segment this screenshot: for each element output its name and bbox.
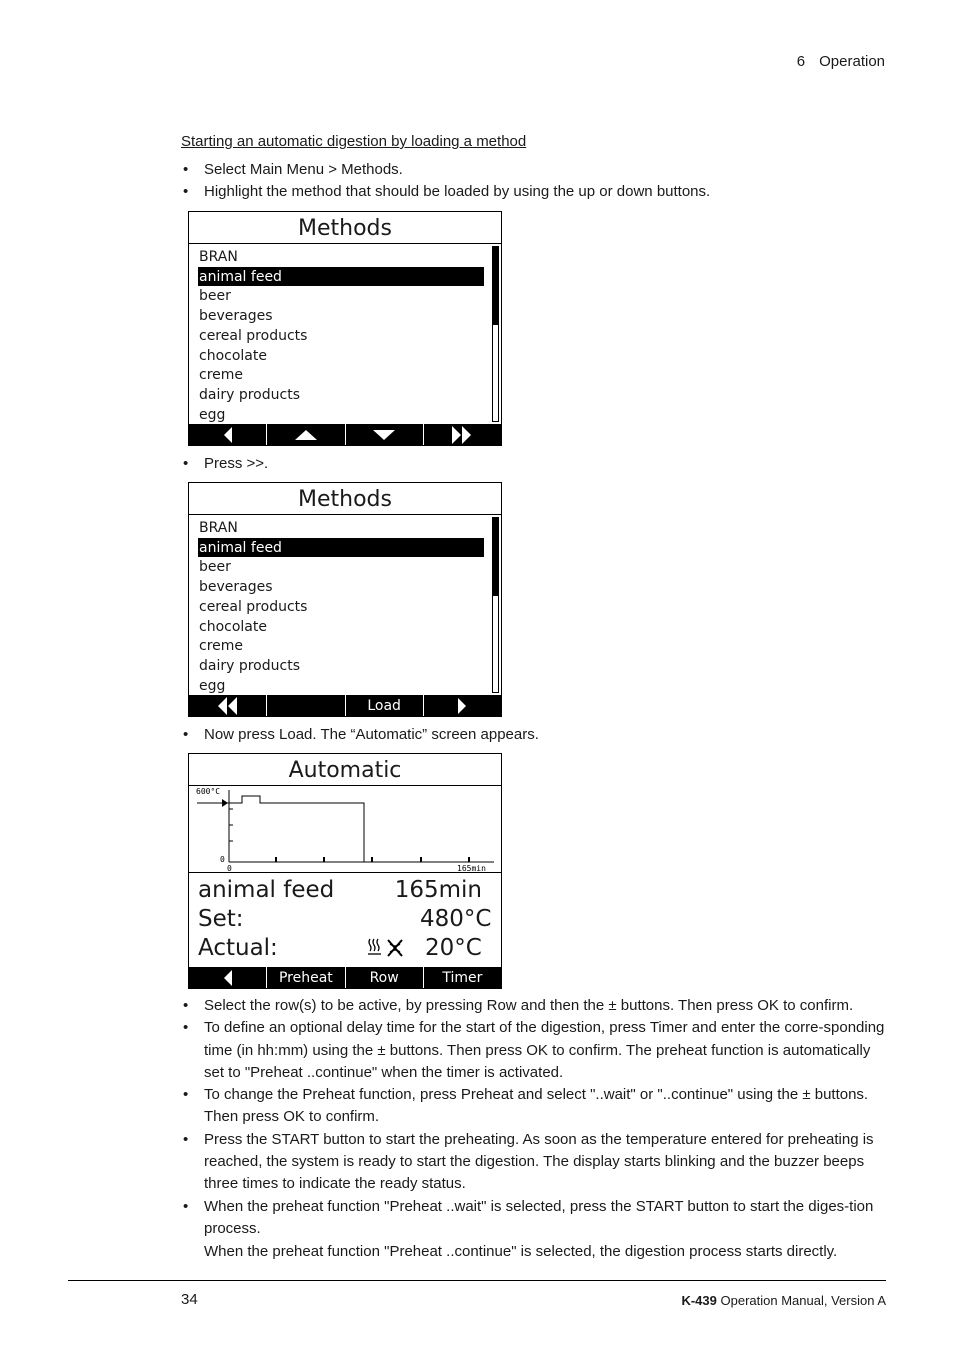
actual-value: 20°C [425,935,482,961]
screen-title: Methods [189,483,501,515]
automatic-screen [188,753,502,989]
temperature-profile-line [229,796,364,862]
method-item[interactable]: beverages [199,579,273,596]
set-temperature-row [198,904,494,934]
timer-button[interactable]: Timer [423,967,501,988]
chapter-number: 6 [796,53,806,70]
list-item: • Press the START button to start the preheating. As soon as the temperature entered for preheating is reached, the system is ready to start the digestion. The display starts blinking and the buzzer beeps three times to indicate the ready status. [181,1129,891,1196]
method-item[interactable]: chocolate [199,347,267,364]
list-item-continuation: When the preheat function "Preheat ..continue" is selected, the digestion process starts directly. [204,1243,838,1260]
y-max-label: 600°C [196,787,221,796]
document-footer [681,1293,886,1308]
method-item-selected[interactable]: animal feed [198,267,484,287]
x-max-label: 165min [457,864,486,872]
method-item-selected[interactable]: animal feed [198,538,484,558]
list-item: • To change the Preheat function, press Preheat and select "..wait" or "..continue" using the ± buttons. Then press OK to confirm. [181,1084,891,1129]
scrollbar[interactable] [492,246,499,422]
method-row [198,875,494,905]
arrow-right-icon [456,698,468,714]
set-value: 480°C [420,906,492,932]
method-item[interactable]: BRAN [199,249,238,265]
instruction-list-3 [181,724,891,746]
back-button[interactable] [189,424,266,445]
screen-title: Methods [189,212,501,244]
instruction-list-1 [181,159,891,204]
list-item: • Now press Load. The “Automatic” screen appears. [181,724,891,746]
method-item[interactable]: beer [199,288,231,305]
list-item: • Select Main Menu > Methods. [181,159,891,181]
scrollbar-thumb[interactable] [493,518,498,596]
scrollbar-thumb[interactable] [493,247,498,325]
chapter-title: Operation [819,53,885,70]
method-item[interactable]: beer [199,559,231,576]
heater-fan-status-icon [368,937,408,959]
methods-screen-2 [188,482,502,717]
softkey-bar [189,424,501,445]
down-button[interactable] [345,424,423,445]
load-button[interactable]: Load [345,695,423,716]
preheat-marker-arrow [222,799,228,807]
page-number: 34 [181,1291,198,1308]
methods-screen-1 [188,211,502,446]
duration-value: 165min [394,877,482,903]
section-title: Starting an automatic digestion by loading a method [181,133,527,150]
arrow-down-icon [373,429,395,441]
x-ticks [276,857,469,862]
list-item: • Highlight the method that should be loaded by using the up or down buttons. [181,181,891,203]
method-item[interactable]: cereal products [199,598,308,615]
next-page-button[interactable] [423,424,501,445]
method-item[interactable]: cereal products [199,327,308,344]
instruction-list-4 [181,995,891,1240]
empty-softkey[interactable] [266,695,344,716]
doc-model: K-439 [681,1293,717,1308]
back-button[interactable] [189,967,266,988]
set-label: Set: [198,906,244,932]
method-item[interactable]: dairy products [199,657,300,674]
method-item[interactable]: egg [199,406,226,423]
method-item[interactable]: beverages [199,308,273,325]
list-item: • When the preheat function "Preheat ..wait" is selected, press the START button to start the diges-tion process. [181,1196,891,1241]
softkey-bar [189,695,501,716]
method-item[interactable]: BRAN [199,520,238,536]
list-item: • Press >>. [181,453,891,475]
instruction-list-2 [181,453,891,475]
y-ticks [229,809,233,841]
softkey-bar [189,967,501,988]
temperature-profile-chart [189,785,501,873]
list-item: • To define an optional delay time for the start of the digestion, press Timer and enter the corre-sponding time (in hh:mm) using the ± buttons. Then press OK to confirm. The preheat function is automatically set to "Preheat ..continue" when the timer is activated. [181,1017,891,1084]
preheat-button[interactable]: Preheat [266,967,344,988]
screen-title: Automatic [189,754,501,786]
arrow-left-icon [222,427,234,443]
forward-button[interactable] [423,695,501,716]
method-item[interactable]: chocolate [199,618,267,635]
method-item[interactable]: creme [199,638,244,655]
method-list [189,515,501,695]
method-name: animal feed [198,877,335,903]
row-button[interactable]: Row [345,967,423,988]
previous-page-button[interactable] [189,695,266,716]
arrow-left-icon [222,970,234,986]
double-arrow-right-icon [450,426,474,444]
temperature-profile-graph [189,785,501,872]
double-arrow-left-icon [216,697,240,715]
chapter-header [0,53,885,70]
method-item[interactable]: egg [199,677,226,694]
method-item[interactable]: dairy products [199,386,300,403]
footer-divider [68,1280,886,1281]
actual-label: Actual: [198,935,278,961]
x-min-label: 0 [227,864,232,872]
y-min-label: 0 [220,855,225,864]
doc-title: Operation Manual, Version A [716,1293,886,1308]
up-button[interactable] [266,424,344,445]
actual-temperature-row [198,933,494,963]
scrollbar[interactable] [492,517,499,693]
method-item[interactable]: creme [199,367,244,384]
list-item: • Select the row(s) to be active, by pressing Row and then the ± buttons. Then press OK to confirm. [181,995,891,1017]
arrow-up-icon [295,429,317,441]
method-list [189,244,501,424]
